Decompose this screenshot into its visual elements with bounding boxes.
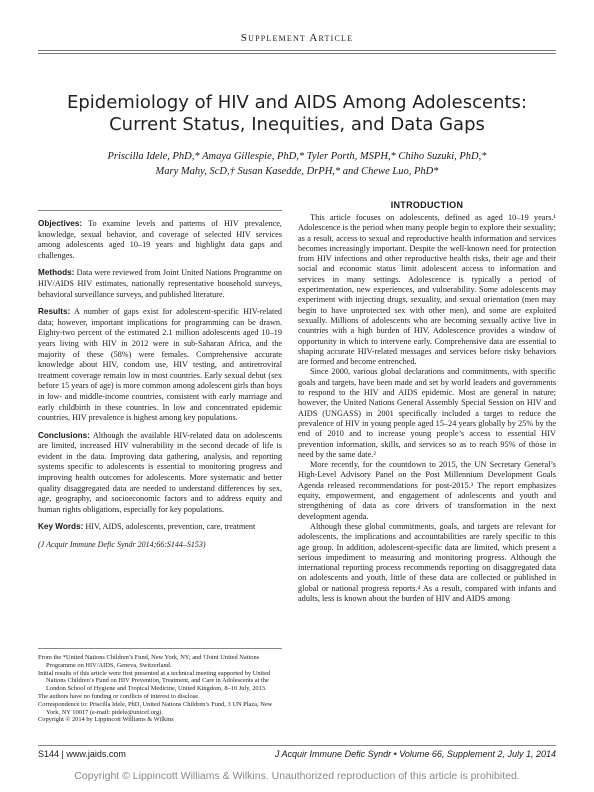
body-column	[298, 200, 556, 604]
footnote-rule	[38, 648, 282, 649]
footnote-copyright: Copyright © 2014 by Lippincott Williams & Wilkins	[38, 716, 174, 724]
abstract-methods	[38, 268, 282, 300]
abstract-results	[38, 307, 282, 424]
header-rule-top	[38, 50, 556, 51]
body-paragraph-4: Although these global commitments, goals, and targets are relevant for adolescents, the implications and accountabilities are rarely specific to this age group. In addition, adolescent-specific data are limited, which present a serious impediment to measuring and monitoring progress. Although the international reporting process recommends reporting on disaggregated data on adolescents and youth, little of these data are collected or published in global or national progress reports.⁴ As a result, compared with infants and adults, less is known about the burden of HIV and AIDS among	[298, 521, 556, 603]
footnote-affiliation: From the *United Nations Children’s Fund, New York, NY; and †Joint United Nations Programme on HIV/AIDS, Geneva, Switzerland.	[38, 654, 260, 669]
abstract-column	[38, 210, 282, 550]
keywords	[38, 522, 282, 533]
footnote-conflicts: The authors have no funding or conflicts of interest to disclose.	[38, 692, 200, 700]
footnote-correspondence: Correspondence to: Priscilla Idele, PhD, United Nations Children’s Fund, 3 UN Plaza, New York, NY 10017 (e-mail: pidele@unicef.org).	[38, 700, 273, 716]
methods-label: Methods:	[38, 268, 75, 278]
body-paragraph-2: Since 2000, various global declarations and commitments, with specific goals and targets, have been made and set by world leaders and governments to respond to the HIV and AIDS epidemic. Most are general in nature; however, the United Nations General Assembly Special Session on HIV and AIDS (UNGASS) in 2001 specifically included a target to reduce the prevalence of HIV in young people aged 15–24 years globally by 25% by the end of 2010 and to increase young people’s access to essential HIV prevention information, skills, and services so as to reach 95% of those in need by the same date.²	[298, 367, 556, 459]
abstract-objectives	[38, 219, 282, 261]
objectives-text: To examine levels and patterns of HIV prevalence, knowledge, sexual behavior, and coverage of selected HIV services among adolescents aged 10–19 years and highlight data gaps and challenges.	[38, 219, 282, 260]
author-list-line-1: Priscilla Idele, PhD,* Amaya Gillespie, PhD,* Tyler Porth, MSPH,* Chiho Suzuki, PhD,*	[107, 151, 487, 162]
article-title	[38, 92, 556, 136]
results-text: A number of gaps exist for adolescent-specific HIV-related data; however, important implications for programming can be drawn. Eighty-two percent of the estimated 2.1 million adolescents aged 10–19 years living with HIV in 2012 were in sub-Saharan Africa, and the majority of these (58%) were females. Comprehensive accurate knowledge about HIV, condom use, HIV testing, and antiretroviral treatment coverage remain low in most countries. Early sexual debut (sex before 15 years of age) is more common among adolescent girls than boys in low- and middle-income countries, consistent with early marriage and early childbirth in these countries. In low and concentrated epidemic countries, HIV prevalence is highest among key populations.	[38, 307, 282, 423]
results-label: Results:	[38, 307, 71, 317]
body-paragraph-3: More recently, for the countdown to 2015, the UN Secretary General’s High-Level Advisory Panel on the Post Millennium Development Goals Agenda released recommendations for post-2015.³ The report emphasizes equity, empowerment, and engagement of adolescents and youth and strengthening of data as core drivers of transformation in the next development agenda.	[298, 460, 556, 521]
keywords-label: Key Words:	[38, 522, 84, 532]
methods-text: Data were reviewed from Joint United Nations Programme on HIV/AIDS HIV estimates, nationally representative household surveys, behavioral surveillance surveys, and published literature.	[38, 268, 282, 299]
journal-info: J Acquir Immune Defic Syndr • Volume 66, Supplement 2, July 1, 2014	[274, 749, 556, 759]
objectives-label: Objectives:	[38, 219, 83, 228]
footer-left	[38, 749, 126, 759]
footnote-initial-results: Initial results of this article were first presented at a technical meeting supported by United Nations Children’s Fund on HIV Prevention, Treatment, and Care in Adolescents at the London School of Hygiene and Tropical Medicine, United Kingdom, 8–10 July, 2013.	[38, 669, 271, 693]
abstract-conclusions	[38, 431, 282, 516]
keywords-text: HIV, AIDS, adolescents, prevention, care, treatment	[85, 522, 256, 532]
conclusions-label: Conclusions:	[38, 430, 90, 440]
footer-separator: |	[61, 749, 67, 759]
author-list	[50, 149, 544, 179]
abstract-top-rule	[38, 210, 282, 211]
citation: (J Acquir Immune Defic Syndr 2014;66:S144–S153)	[38, 540, 206, 550]
article-title-line-1: Epidemiology of HIV and AIDS Among Adolescents:	[66, 92, 527, 113]
page-footer	[38, 749, 556, 763]
body-paragraph-1: This article focuses on adolescents, defined as aged 10–19 years.¹ Adolescence is the period when many people begin to explore their sexuality; as a result, access to sexual and reproductive health information and services becomes increasingly important. Despite the well-known need for protection from HIV infections and other reproductive health risks, their age and their social and economic status limit adolescent access to information and services in many settings. Adolescence is typically a period of experimentation, new experiences, and vulnerability. Some adolescents may experiment with injecting drugs, sexuality, and sexual orientation (men may begin to have unprotected sex with other men), and some are exploited sexually. Millions of adolescents who are becoming sexually active live in countries with a high burden of HIV. Adolescence provides a window of opportunity in which to intervene early. Comprehensive data are essential to shaping accurate HIV-related messages and services before risky behaviors are formed and become entrenched.	[298, 213, 556, 367]
footer-rule	[38, 745, 556, 746]
copyright-notice: Copyright © Lippincott Williams & Wilkins. Unauthorized reproduction of this article is prohibited.	[74, 770, 520, 782]
journal-website-link[interactable]: www.jaids.com	[66, 749, 126, 759]
conclusions-text: Although the available HIV-related data on adolescents are limited, increased HIV vulnerability in the second decade of life is evident in the data. Improving data gathering, analysis, and reporting systems specific to adolescents is essential to monitoring progress and improving health outcomes for adolescents. More systematic and better quality disaggregated data are needed to understand differences by sex, age, geography, and socioeconomic factors and to address equity and human rights obligations, especially for key populations.	[38, 430, 282, 514]
section-heading: INTRODUCTION	[390, 200, 464, 210]
article-title-line-2: Current Status, Inequities, and Data Gaps	[109, 114, 485, 135]
footnotes	[38, 654, 282, 724]
page-number: S144	[38, 749, 60, 759]
section-label: Supplement Article	[240, 32, 354, 44]
author-list-line-2: Mary Mahy, ScD,† Susan Kasedde, DrPH,* and Chewe Luo, PhD*	[155, 166, 439, 177]
header-rule-bottom	[38, 53, 556, 54]
